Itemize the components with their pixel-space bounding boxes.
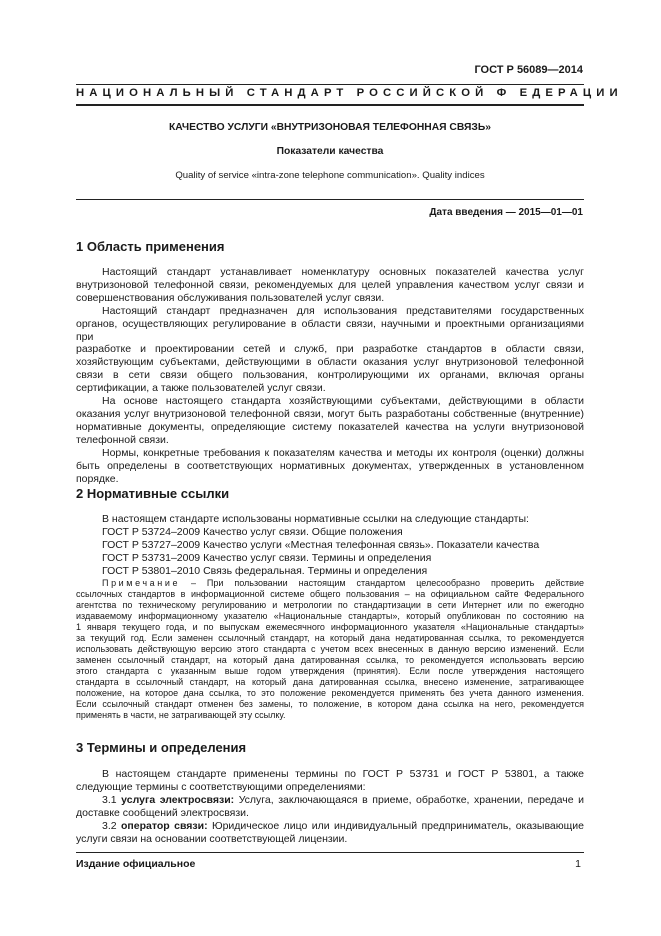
section-2-body xyxy=(76,513,584,578)
text-line: телефонной связи. xyxy=(76,433,169,446)
title-rule xyxy=(76,199,584,200)
standard-code: ГОСТ Р 56089—2014 xyxy=(474,64,583,76)
text-line: доставке сообщений электросвязи. xyxy=(76,806,249,819)
note-line: применять в части, не затрагивающей эту ссылку. xyxy=(76,710,286,720)
header-rule-top xyxy=(76,84,584,85)
text-line: органов, осуществляющих регулирование в области связи, научными и проектными организациями при xyxy=(76,317,584,343)
text-line: разработке и проектировании сетей и служб, при разработке стандартов в области связи, xyxy=(76,343,584,356)
header-rule-bottom xyxy=(76,104,584,106)
note-line: заменен ссылочный стандарт, на который дана датированная ссылка, то рекомендуется использовать версию xyxy=(76,655,584,665)
note-line: Если ссылочный стандарт отменен без замены, то положение, в котором дана ссылка на него, рекомендуется xyxy=(76,699,584,709)
term-name: услуга электросвязи: xyxy=(121,793,235,806)
text-line: Настоящий стандарт предназначен для использования представителями государственных xyxy=(102,304,584,317)
term-definition: 3.1 услуга электросвязи: Услуга, заключающаяся в приеме, обработке, хранении, передаче и xyxy=(102,793,585,806)
text-line: Настоящий стандарт устанавливает номенклатуру основных показателей качества услуг xyxy=(102,266,584,278)
national-standard-banner: НАЦИОНАЛЬНЫЙ СТАНДАРТ РОССИЙСКОЙ Ф ЕДЕРАЦИИ xyxy=(76,87,623,99)
section-2-note xyxy=(76,578,584,721)
note-line: 1 января текущего года, и по выпускам ежемесячного информационного указателя «Национальные стандарты» xyxy=(76,622,584,632)
text-line: внутризоновой телефонной связи, рекомендуемых для целей управления качеством услуг связи и xyxy=(76,278,584,291)
note-line: использовать действующую версию этого стандарта с учетом всех внесенных в данную версию изменений. Если xyxy=(76,644,584,654)
note-line: издаваемому информационному указателю «Национальные стандарты», который опубликован по состоянию на xyxy=(76,611,584,621)
text-line: В настоящем стандарте использованы нормативные ссылки на следующие стандарты: xyxy=(102,513,529,525)
note-line: за текущий год. Если заменен ссылочный стандарт, на который дана недатированная ссылка, то рекомендуется xyxy=(76,633,584,643)
document-title-english: Quality of service «intra-zone telephone communication». Quality indices xyxy=(175,170,485,181)
term-name: оператор связи: xyxy=(121,819,208,832)
reference-item: ГОСТ Р 53727–2009 Качество услуги «Местная телефонная связь». Показатели качества xyxy=(102,538,540,551)
text-line: нормативные документы, определяющие систему показателей качества на услуги внутризоновой xyxy=(76,420,584,433)
text-line: хозяйствующим субъектами, действующими в области оказания услуг внутризоновой телефонной xyxy=(76,356,584,369)
text-line: Нормы, конкретные требования к показателям качества и методы их контроля (оценки) должны xyxy=(102,446,584,459)
text-line: На основе настоящего стандарта хозяйствующими субъектами, действующими в области xyxy=(102,395,584,408)
text-line: связи в сети связи общего пользования, контролирующими их органами, включая органы xyxy=(76,369,584,382)
text-line: сертификации, а также пользователей услуг связи. xyxy=(76,382,326,395)
note-label: Примечание xyxy=(102,578,181,588)
document-subtitle: Показатели качества xyxy=(276,146,384,157)
note-line: агентства по техническому регулированию и метрологии по стандартизации в сети Интернет или по ежегодно xyxy=(76,600,584,610)
note-line: стандарта в ссылочный стандарт, на который дана датированная ссылка, внесено изменение, затрагивающее xyxy=(76,677,584,687)
note-line: Примечание – При пользовании настоящим стандартом целесообразно проверить действие xyxy=(102,578,584,588)
text-line: услуги связи на основании соответствующей лицензии. xyxy=(76,832,348,845)
text-line: быть определены в соответствующих нормативных документах, утвержденных в установленном xyxy=(76,459,584,472)
note-line: ссылочных стандартов в информационной системе общего пользования – на официальном сайте Федерального xyxy=(76,589,584,599)
reference-item: ГОСТ Р 53801–2010 Связь федеральная. Термины и определения xyxy=(102,564,428,577)
text-line: совершенствования обслуживания пользователей услуг связи. xyxy=(76,291,385,304)
section-3-body xyxy=(76,768,584,845)
reference-item: ГОСТ Р 53724–2009 Качество услуг связи. Общие положения xyxy=(102,525,403,538)
term-definition: 3.2 оператор связи: Юридическое лицо или индивидуальный предприниматель, оказывающие xyxy=(102,819,584,832)
introduction-date: Дата введения — 2015—01—01 xyxy=(429,207,583,218)
page-number: 1 xyxy=(575,858,581,870)
section-2-heading: 2 Нормативные ссылки xyxy=(76,486,230,501)
document-title: КАЧЕСТВО УСЛУГИ «ВНУТРИЗОНОВАЯ ТЕЛЕФОННАЯ СВЯЗЬ» xyxy=(168,122,492,133)
text-line: следующие термины с соответствующими определениями: xyxy=(76,780,366,793)
footer-rule xyxy=(76,852,584,853)
note-line: этого стандарта с указанным выше годом утверждения (принятия). Если после утверждения настоящего xyxy=(76,666,584,676)
official-edition-label: Издание официальное xyxy=(76,858,196,870)
section-1-body xyxy=(76,266,584,485)
section-1-heading: 1 Область применения xyxy=(76,239,225,254)
text-line: оказания услуг внутризоновой телефонной связи, могут быть разработаны собственные (внутренние) xyxy=(76,407,584,420)
text-line: В настоящем стандарте применены термины по ГОСТ Р 53731 и ГОСТ Р 53801, а также xyxy=(102,768,584,780)
note-line: положение, на которое дана ссылка, то это положение рекомендуется применять без учета данного изменения. xyxy=(76,688,584,698)
section-3-heading: 3 Термины и определения xyxy=(76,740,247,755)
text-line: порядке. xyxy=(76,472,119,485)
reference-item: ГОСТ Р 53731–2009 Качество услуг связи. Термины и определения xyxy=(102,551,432,564)
